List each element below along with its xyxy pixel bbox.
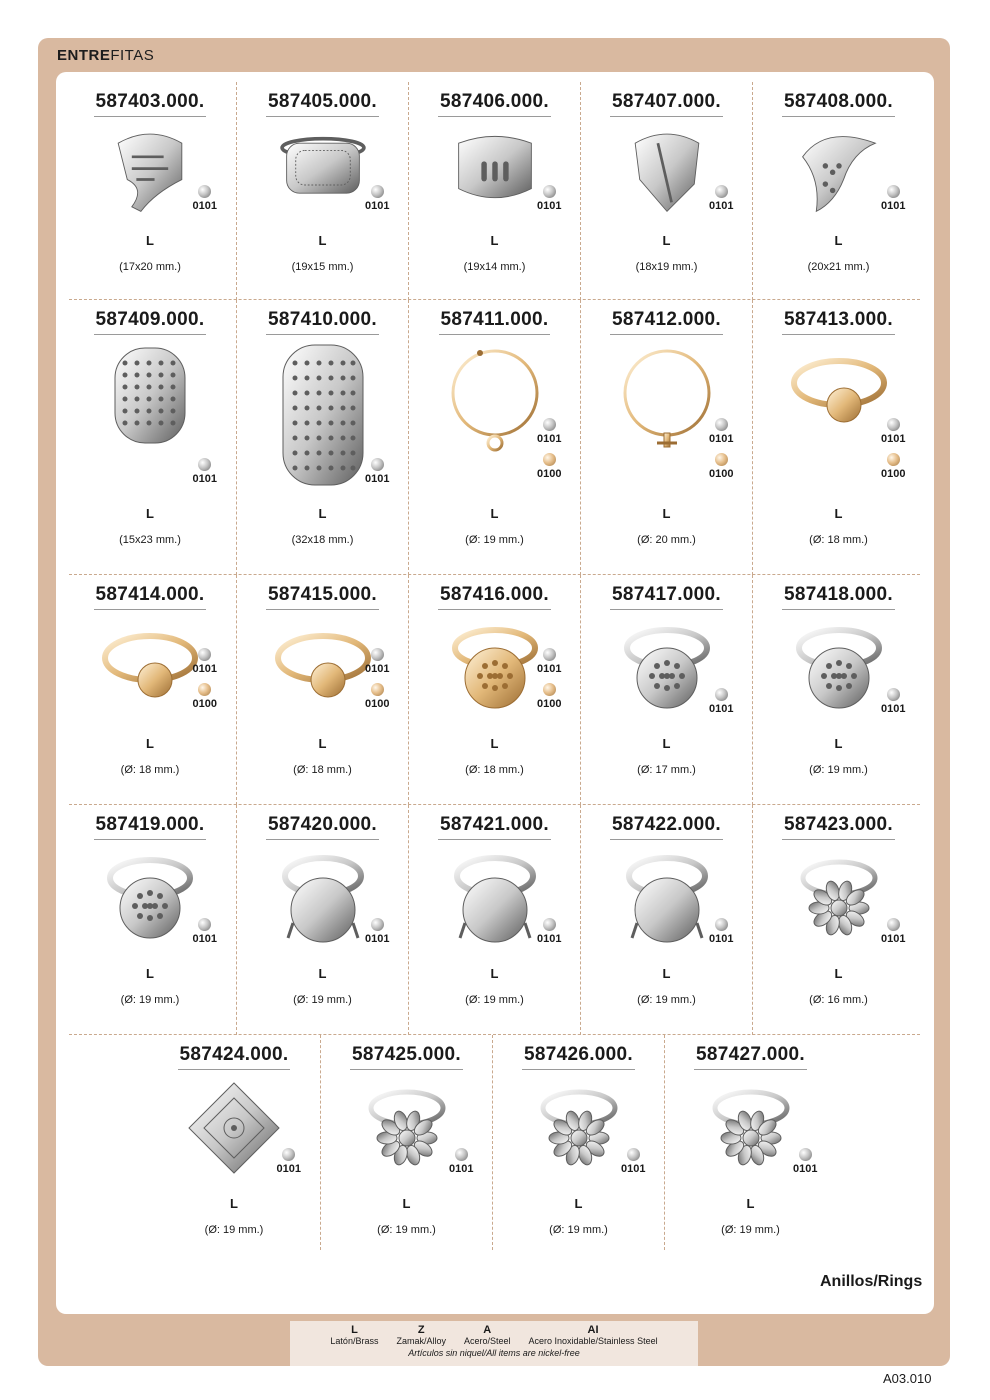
product-size: (Ø: 19 mm.)	[637, 994, 696, 1006]
product-image	[764, 125, 914, 225]
product-code: 587413.000.	[782, 309, 895, 335]
legend-code: Z	[417, 1324, 425, 1336]
finish-swatches	[537, 918, 561, 953]
product-image	[504, 1078, 654, 1188]
material-legend	[290, 1321, 698, 1366]
flower-ring-icon	[524, 1078, 634, 1188]
silver-finish-swatch	[715, 185, 728, 198]
material-code: L	[490, 966, 499, 981]
product-size: (Ø: 17 mm.)	[637, 764, 696, 776]
finish-code: 0101	[192, 200, 217, 212]
product-size: (15x23 mm.)	[119, 534, 181, 546]
finish-swatches	[881, 418, 905, 488]
silver-finish-swatch	[715, 688, 728, 701]
finish-swatches	[193, 185, 217, 220]
material-code: L	[834, 506, 843, 521]
product-size: (20x21 mm.)	[807, 261, 870, 273]
legend-label: Acero/Steel	[463, 1336, 511, 1346]
finish-swatches	[365, 648, 389, 718]
finish-code: 0101	[276, 1163, 301, 1175]
product-size: (Ø: 18 mm.)	[293, 764, 352, 776]
material-code: L	[662, 966, 671, 981]
long-perforated-ring-icon	[268, 343, 378, 493]
silver-finish-swatch	[198, 458, 211, 471]
product-card[interactable]	[580, 805, 752, 1035]
product-code: 587418.000.	[782, 584, 895, 610]
page-number: A03.010	[883, 1371, 932, 1386]
finish-code: 0101	[365, 473, 390, 485]
product-code: 587405.000.	[266, 91, 379, 117]
legend-note: Artículos sin niquel/All items are nickel-free	[408, 1348, 580, 1358]
finish-swatches	[709, 688, 733, 723]
material-code: L	[662, 233, 671, 248]
material-code: L	[230, 1196, 238, 1211]
product-row	[64, 300, 920, 575]
product-size: (Ø: 18 mm.)	[465, 764, 524, 776]
brand-logo: ENTREFITAS	[57, 47, 155, 64]
product-size: (19x14 mm.)	[463, 261, 526, 273]
product-code: 587415.000.	[266, 584, 379, 610]
silver-finish-swatch	[799, 1148, 812, 1161]
product-card[interactable]	[64, 805, 236, 1035]
finish-swatches	[193, 458, 217, 493]
product-image	[592, 343, 742, 498]
product-image	[676, 1078, 826, 1188]
bypass-hole-ring-icon	[784, 125, 894, 225]
sieve-ring-icon	[440, 618, 550, 728]
legend-item	[396, 1324, 446, 1346]
product-code: 587403.000.	[94, 91, 207, 117]
product-size: (Ø: 19 mm.)	[809, 764, 868, 776]
product-size: (17x20 mm.)	[119, 261, 181, 273]
silver-finish-swatch	[371, 185, 384, 198]
product-size: (Ø: 19 mm.)	[204, 1224, 264, 1236]
product-code: 587427.000.	[694, 1044, 807, 1070]
finish-code: 0101	[881, 703, 906, 715]
finish-code: 0101	[881, 200, 906, 212]
product-image	[592, 618, 742, 728]
silver-finish-swatch	[887, 185, 900, 198]
product-image	[592, 848, 742, 958]
gold-finish-swatch	[887, 453, 900, 466]
product-image	[75, 618, 225, 728]
product-row	[64, 575, 920, 805]
material-code: L	[834, 966, 843, 981]
finish-swatches	[365, 918, 389, 953]
product-card[interactable]	[408, 300, 580, 575]
silver-finish-swatch	[371, 648, 384, 661]
finish-swatches	[365, 458, 389, 493]
product-image	[75, 125, 225, 225]
finish-code: 0101	[537, 200, 562, 212]
product-code: 587406.000.	[438, 91, 551, 117]
filigree-diamond-icon	[179, 1078, 289, 1188]
wrap-cutout-ring-icon	[95, 125, 205, 225]
product-card[interactable]	[752, 300, 924, 575]
material-code: L	[490, 736, 499, 751]
material-code: L	[402, 1196, 411, 1211]
product-card[interactable]	[408, 82, 580, 300]
finish-code: 0101	[449, 1163, 474, 1175]
legend-item	[330, 1324, 378, 1346]
category-title: Anillos/Rings	[820, 1273, 923, 1290]
finish-code: 0100	[192, 698, 217, 710]
product-size: (19x15 mm.)	[291, 261, 354, 273]
finish-swatches	[365, 185, 389, 220]
product-size: (Ø: 18 mm.)	[120, 764, 180, 776]
product-image	[75, 848, 225, 958]
product-row	[64, 1035, 920, 1250]
finish-code: 0101	[793, 1163, 818, 1175]
cabochon-setting-ring-icon	[612, 848, 722, 958]
product-code: 587411.000.	[439, 309, 551, 335]
finish-code: 0101	[537, 663, 562, 675]
finish-code: 0101	[192, 473, 217, 485]
product-image	[764, 343, 914, 498]
product-card[interactable]	[148, 1035, 320, 1250]
silver-finish-swatch	[715, 418, 728, 431]
legend-code: L	[351, 1324, 358, 1336]
material-code: L	[146, 736, 154, 751]
product-card[interactable]	[580, 575, 752, 805]
silver-finish-swatch	[543, 648, 556, 661]
finish-code: 0101	[365, 933, 390, 945]
product-card[interactable]	[236, 300, 408, 575]
finish-code: 0101	[709, 703, 734, 715]
product-code: 587424.000.	[178, 1044, 291, 1070]
product-image	[248, 125, 398, 225]
finish-code: 0101	[881, 433, 906, 445]
finish-code: 0100	[881, 468, 906, 480]
flower-ring-icon	[696, 1078, 806, 1188]
product-code: 587423.000.	[782, 814, 895, 840]
finish-swatches	[537, 648, 561, 718]
silver-finish-swatch	[627, 1148, 640, 1161]
flower-ring-icon	[784, 848, 894, 958]
silver-finish-swatch	[887, 918, 900, 931]
material-code: L	[662, 736, 671, 751]
finish-swatches	[277, 1148, 301, 1183]
product-grid	[64, 82, 920, 1250]
product-size: (Ø: 19 mm.)	[465, 534, 524, 546]
silver-finish-swatch	[543, 918, 556, 931]
silver-finish-swatch	[198, 918, 211, 931]
cabochon-setting-ring-icon	[268, 848, 378, 958]
silver-finish-swatch	[455, 1148, 468, 1161]
finish-code: 0100	[365, 698, 390, 710]
product-code: 587419.000.	[94, 814, 207, 840]
material-code: L	[574, 1196, 583, 1211]
flat-pad-ring-icon	[268, 618, 378, 728]
finish-swatches	[709, 185, 733, 220]
product-code: 587409.000.	[94, 309, 207, 335]
product-image	[764, 848, 914, 958]
product-code: 587412.000.	[610, 309, 723, 335]
finish-code: 0101	[709, 200, 734, 212]
material-code: L	[318, 966, 327, 981]
finish-swatches	[793, 1148, 817, 1183]
product-code: 587408.000.	[782, 91, 895, 117]
material-code: L	[318, 506, 327, 521]
product-size: (Ø: 19 mm.)	[549, 1224, 608, 1236]
finish-code: 0100	[537, 698, 562, 710]
product-code: 587416.000.	[438, 584, 551, 610]
silver-finish-swatch	[198, 648, 211, 661]
cabochon-setting-ring-icon	[440, 848, 550, 958]
product-size: (Ø: 19 mm.)	[120, 994, 180, 1006]
legend-item	[529, 1324, 658, 1346]
product-size: (Ø: 20 mm.)	[637, 534, 696, 546]
silver-finish-swatch	[371, 458, 384, 471]
product-code: 587417.000.	[610, 584, 723, 610]
product-code: 587410.000.	[266, 309, 379, 335]
material-code: L	[146, 233, 154, 248]
product-card[interactable]	[664, 1035, 836, 1250]
finish-code: 0101	[192, 663, 217, 675]
product-image	[592, 125, 742, 225]
finish-swatches	[709, 918, 733, 953]
product-code: 587426.000.	[522, 1044, 635, 1070]
silver-finish-swatch	[887, 688, 900, 701]
product-card[interactable]	[408, 805, 580, 1035]
product-card[interactable]	[64, 575, 236, 805]
mesh-pad-ring-icon	[268, 125, 378, 225]
product-size: (32x18 mm.)	[291, 534, 354, 546]
product-image	[420, 343, 570, 498]
perforated-oval-ring-icon	[95, 343, 205, 493]
gold-finish-swatch	[543, 453, 556, 466]
product-card[interactable]	[236, 575, 408, 805]
product-image	[75, 343, 225, 498]
wire-loop-ring-icon	[440, 343, 550, 493]
product-size: (18x19 mm.)	[635, 261, 698, 273]
product-card[interactable]	[64, 82, 236, 300]
product-code: 587425.000.	[350, 1044, 463, 1070]
product-image	[420, 618, 570, 728]
finish-code: 0101	[365, 663, 390, 675]
material-code: L	[490, 233, 499, 248]
flat-pad-ring-icon	[95, 618, 205, 728]
product-card[interactable]	[236, 805, 408, 1035]
product-image	[420, 125, 570, 225]
product-image	[420, 848, 570, 958]
split-shank-ring-icon	[612, 125, 722, 225]
finish-swatches	[537, 418, 561, 488]
material-code: L	[318, 233, 327, 248]
legend-code: AI	[587, 1324, 599, 1336]
product-size: (Ø: 19 mm.)	[293, 994, 352, 1006]
finish-code: 0101	[537, 933, 562, 945]
product-card[interactable]	[320, 1035, 492, 1250]
finish-code: 0101	[621, 1163, 646, 1175]
product-code: 587407.000.	[610, 91, 723, 117]
finish-swatches	[881, 185, 905, 220]
legend-code: A	[483, 1324, 492, 1336]
finish-code: 0100	[709, 468, 734, 480]
finish-swatches	[449, 1148, 473, 1183]
material-code: L	[490, 506, 499, 521]
silver-finish-swatch	[887, 418, 900, 431]
gold-finish-swatch	[715, 453, 728, 466]
silver-finish-swatch	[543, 185, 556, 198]
legend-label: Latón/Brass	[330, 1336, 379, 1346]
finish-swatches	[881, 918, 905, 953]
legend-label: Zamak/Alloy	[396, 1336, 446, 1346]
silver-finish-swatch	[371, 918, 384, 931]
material-code: L	[834, 233, 843, 248]
finish-swatches	[193, 648, 217, 718]
product-code: 587414.000.	[94, 584, 207, 610]
product-code: 587422.000.	[610, 814, 723, 840]
wire-peg-ring-icon	[612, 343, 722, 493]
product-code: 587421.000.	[438, 814, 551, 840]
product-card[interactable]	[752, 82, 924, 300]
silver-finish-swatch	[198, 185, 211, 198]
product-size: (Ø: 19 mm.)	[721, 1224, 780, 1236]
product-card[interactable]	[492, 1035, 664, 1250]
product-card[interactable]	[752, 805, 924, 1035]
gold-finish-swatch	[198, 683, 211, 696]
silver-finish-swatch	[715, 918, 728, 931]
silver-finish-swatch	[282, 1148, 295, 1161]
product-size: (Ø: 18 mm.)	[809, 534, 868, 546]
finish-swatches	[709, 418, 733, 488]
product-image	[332, 1078, 482, 1188]
legend-item	[464, 1324, 511, 1346]
finish-code: 0101	[365, 200, 390, 212]
product-card[interactable]	[408, 575, 580, 805]
finish-code: 0101	[709, 433, 734, 445]
legend-label: Acero Inoxidable/Stainless Steel	[528, 1336, 658, 1346]
product-card[interactable]	[580, 300, 752, 575]
product-code: 587420.000.	[266, 814, 379, 840]
wide-band-slot-ring-icon	[440, 125, 550, 225]
gold-finish-swatch	[543, 683, 556, 696]
finish-code: 0101	[881, 933, 906, 945]
finish-code: 0101	[192, 933, 217, 945]
finish-code: 0101	[709, 933, 734, 945]
product-card[interactable]	[752, 575, 924, 805]
product-image	[159, 1078, 309, 1188]
sieve-ring-icon	[95, 848, 205, 958]
finish-swatches	[537, 185, 561, 220]
finish-swatches	[193, 918, 217, 953]
finish-swatches	[621, 1148, 645, 1183]
product-card[interactable]	[236, 82, 408, 300]
flower-ring-icon	[352, 1078, 462, 1188]
material-code: L	[146, 506, 154, 521]
product-row	[64, 82, 920, 300]
product-image	[764, 618, 914, 728]
product-card[interactable]	[580, 82, 752, 300]
product-image	[248, 343, 398, 498]
material-code: L	[318, 736, 327, 751]
product-row	[64, 805, 920, 1035]
product-image	[248, 618, 398, 728]
material-code: L	[662, 506, 671, 521]
product-image	[248, 848, 398, 958]
product-card[interactable]	[64, 300, 236, 575]
finish-code: 0101	[537, 433, 562, 445]
product-size: (Ø: 19 mm.)	[465, 994, 524, 1006]
flat-pad-ring-icon	[784, 343, 894, 493]
sieve-ring-icon	[612, 618, 722, 728]
silver-finish-swatch	[543, 418, 556, 431]
material-code: L	[146, 966, 154, 981]
finish-code: 0100	[537, 468, 562, 480]
sieve-ring-icon	[784, 618, 894, 728]
material-code: L	[834, 736, 843, 751]
product-size: (Ø: 16 mm.)	[809, 994, 868, 1006]
product-size: (Ø: 19 mm.)	[377, 1224, 436, 1236]
finish-swatches	[881, 688, 905, 723]
gold-finish-swatch	[371, 683, 384, 696]
material-code: L	[746, 1196, 755, 1211]
